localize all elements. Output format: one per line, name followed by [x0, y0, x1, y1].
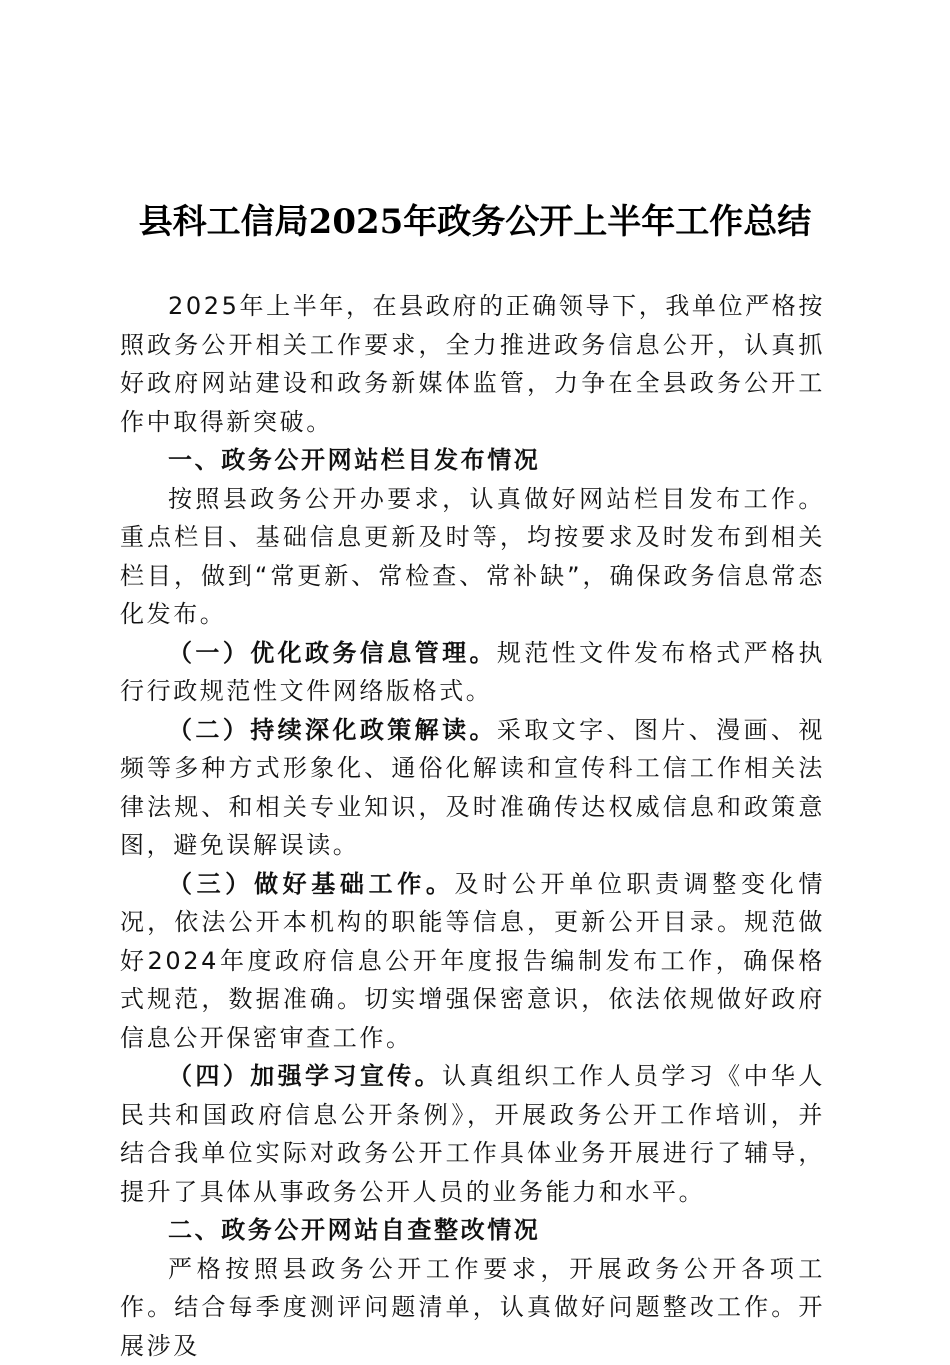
section-2-paragraph: 严格按照县政务公开工作要求，开展政务公开各项工作。结合每季度测评问题清单，认真做好问题整改工作。开展涉及: [120, 1250, 825, 1365]
section-1-paragraph: 按照县政务公开办要求，认真做好网站栏目发布工作。重点栏目、基础信息更新及时等，均按要求及时发布到相关栏目，做到“常更新、常检查、常补缺”，确保政务信息常态化发布。: [120, 480, 825, 634]
item-3-lead: （三）做好基础工作。: [168, 870, 455, 898]
document-title: 县科工信局2025年政务公开上半年工作总结: [0, 196, 950, 248]
section-1-item-4: [120, 1057, 825, 1211]
item-3-text: 及时公开单位职责调整变化情况，依法公开本机构的职能等信息，更新公开目录。规范做好2024年度政府信息公开年度报告编制发布工作，确保格式规范，数据准确。切实增强保密意识，依法依规做好政府信息公开保密审查工作。: [120, 870, 825, 1052]
item-4-text: 认真组织工作人员学习《中华人民共和国政府信息公开条例》，开展政务公开工作培训，并结合我单位实际对政务公开工作具体业务开展进行了辅导，提升了具体从事政务公开人员的业务能力和水平。: [120, 1062, 825, 1206]
section-2-heading: 二、政务公开网站自查整改情况: [120, 1211, 825, 1250]
section-1-item-2: [120, 711, 825, 865]
section-1-item-3: [120, 865, 825, 1058]
document-body: [120, 287, 825, 1365]
item-4-lead: （四）加强学习宣传。: [168, 1062, 442, 1090]
section-1-heading: 一、政务公开网站栏目发布情况: [120, 441, 825, 480]
item-2-text: 采取文字、图片、漫画、视频等多种方式形象化、通俗化解读和宣传科工信工作相关法律法规、和相关专业知识，及时准确传达权威信息和政策意图，避免误解误读。: [120, 716, 825, 860]
item-1-text: 规范性文件发布格式严格执行行政规范性文件网络版格式。: [120, 639, 825, 706]
section-1-item-1: [120, 634, 825, 711]
item-1-lead: （一）优化政务信息管理。: [168, 639, 497, 667]
item-2-lead: （二）持续深化政策解读。: [168, 716, 497, 744]
intro-paragraph: 2025年上半年，在县政府的正确领导下，我单位严格按照政务公开相关工作要求，全力推进政务信息公开，认真抓好政府网站建设和政务新媒体监管，力争在全县政务公开工作中取得新突破。: [120, 287, 825, 441]
